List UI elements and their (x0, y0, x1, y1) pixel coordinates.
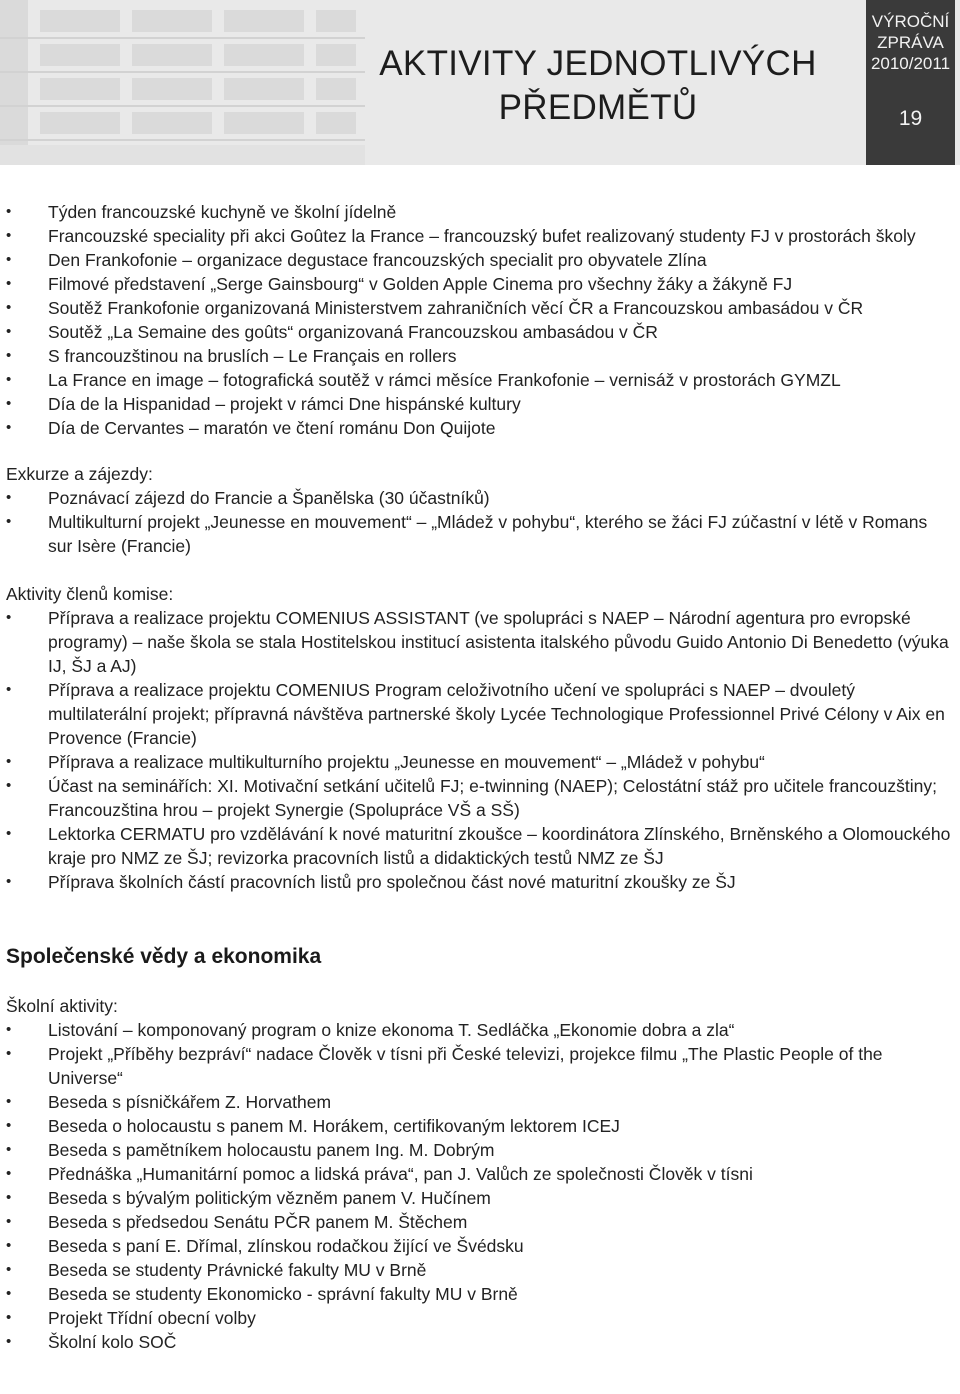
list-item: • Multikulturní projekt „Jeunesse en mouvement“ – „Mládež v pohybu“, kterého se žáci FJ zúčastní v létě v Romans sur Isère (Francie) (6, 510, 956, 558)
list-item: • Beseda s písničkářem Z. Horvathem (6, 1090, 956, 1114)
list-item: • Francouzské speciality při akci Goûtez la France – francouzský bufet realizovaný studenty FJ v prostorách školy (6, 224, 956, 248)
list-item: • La France en image – fotografická soutěž v rámci měsíce Frankofonie – vernisáž v prostorách GYMZL (6, 368, 956, 392)
list-item: • Beseda s paní E. Dřímal, zlínskou rodačkou žijící ve Švédsku (6, 1234, 956, 1258)
school-activities-label: Školní aktivity: (6, 996, 118, 1016)
list-item: • Beseda o holocaustu s panem M. Horákem, certifikovaným lektorem ICEJ (6, 1114, 956, 1138)
list-item: • Listování – komponovaný program o knize ekonoma T. Sedláčka „Ekonomie dobra a zla“ (6, 1018, 956, 1042)
list-item: • Příprava a realizace projektu COMENIUS Program celoživotního učení ve spolupráci s NAEP – dvouletý multilaterální projekt; přípravná návštěva partnerské školy Lycée Technologique Professionnel Privé Célony v Aix en Provence (Francie) (6, 678, 956, 750)
list-item: • Beseda s bývalým politickým vězněm panem V. Hučínem (6, 1186, 956, 1210)
report-year: 2010/2011 (870, 54, 951, 73)
list-item: • Lektorka CERMATU pro vzdělávání k nové maturitní zkoušce – koordinátora Zlínského, Brněnského a Olomouckého kraje pro NMZ ze ŠJ; revizorka pracovních listů a didaktických testů NMZ ze ŠJ (6, 822, 956, 870)
list-item: • Příprava školních částí pracovních listů pro společnou část nové maturitní zkoušky ze ŠJ (6, 870, 956, 894)
list-item: • Beseda s předsedou Senátu PČR panem M. Štěchem (6, 1210, 956, 1234)
list-item: • Příprava a realizace projektu COMENIUS ASSISTANT (ve spolupráci s NAEP – Národní agentura pro evropské programy) – naše škola se stala Hostitelskou institucí asistenta italského původu Guido Antonio Di Benedetto (výuka IJ, ŠJ a AJ) (6, 606, 956, 678)
list-item: • Přednáška „Humanitární pomoc a lidská práva“, pan J. Valůch ze společnosti Člověk v tísni (6, 1162, 956, 1186)
social-sciences-activities-list (6, 1018, 956, 1354)
list-item: • Día de Cervantes – maratón ve čtení románu Don Quijote (6, 416, 956, 440)
list-item: • Beseda se studenty Ekonomicko - správní fakulty MU v Brně (6, 1282, 956, 1306)
list-item: • Projekt Třídní obecní volby (6, 1306, 956, 1330)
list-item: • S francouzštinou na bruslích – Le Français en rollers (6, 344, 956, 368)
list-item: • Projekt „Příběhy bezpráví“ nadace Člověk v tísni při České televizi, projekce filmu „The Plastic People of the Universe“ (6, 1042, 956, 1090)
list-item: • Poznávací zájezd do Francie a Španělska (30 účastníků) (6, 486, 956, 510)
list-item: • Beseda s pamětníkem holocaustu panem Ing. M. Dobrým (6, 1138, 956, 1162)
page-content (6, 200, 956, 1354)
list-item: • Účast na seminářích: XI. Motivační setkání učitelů FJ; e-twinning (NAEP); Celostátní stáž pro učitele francouzštiny; Francouzština hrou – projekt Synergie (Spolupráce VŠ a SŠ) (6, 774, 956, 822)
excursions-label: Exkurze a zájezdy: (6, 464, 153, 484)
committee-label: Aktivity členů komise: (6, 584, 174, 604)
language-activities-list (6, 200, 956, 440)
committee-activities-list (6, 606, 956, 894)
list-item: • Soutěž Frankofonie organizovaná Ministerstvem zahraničních věcí ČR a Francouzskou ambasádou v ČR (6, 296, 956, 320)
section-heading: Společenské vědy a ekonomika (6, 945, 322, 968)
page-header (0, 0, 960, 165)
list-item: • Den Frankofonie – organizace degustace francouzských specialit pro obyvatele Zlína (6, 248, 956, 272)
list-item: • Día de la Hispanidad – projekt v rámci Dne hispánské kultury (6, 392, 956, 416)
list-item: • Školní kolo SOČ (6, 1330, 956, 1354)
annual-report-badge (866, 0, 955, 165)
excursions-list (6, 486, 956, 558)
page-title: AKTIVITY JEDNOTLIVÝCH PŘEDMĚTŮ (379, 44, 817, 127)
list-item: • Týden francouzské kuchyně ve školní jídelně (6, 200, 956, 224)
report-label-line1: VÝROČNÍ (871, 12, 950, 31)
report-label-line2: ZPRÁVA (877, 33, 944, 52)
list-item: • Příprava a realizace multikulturního projektu „Jeunesse en mouvement“ – „Mládež v pohybu“ (6, 750, 956, 774)
list-item: • Beseda se studenty Právnické fakulty MU v Brně (6, 1258, 956, 1282)
list-item: • Soutěž „La Semaine des goûts“ organizovaná Francouzskou ambasádou v ČR (6, 320, 956, 344)
list-item: • Filmové představení „Serge Gainsbourg“ v Golden Apple Cinema pro všechny žáky a žákyně FJ (6, 272, 956, 296)
page-number: 19 (898, 107, 923, 130)
